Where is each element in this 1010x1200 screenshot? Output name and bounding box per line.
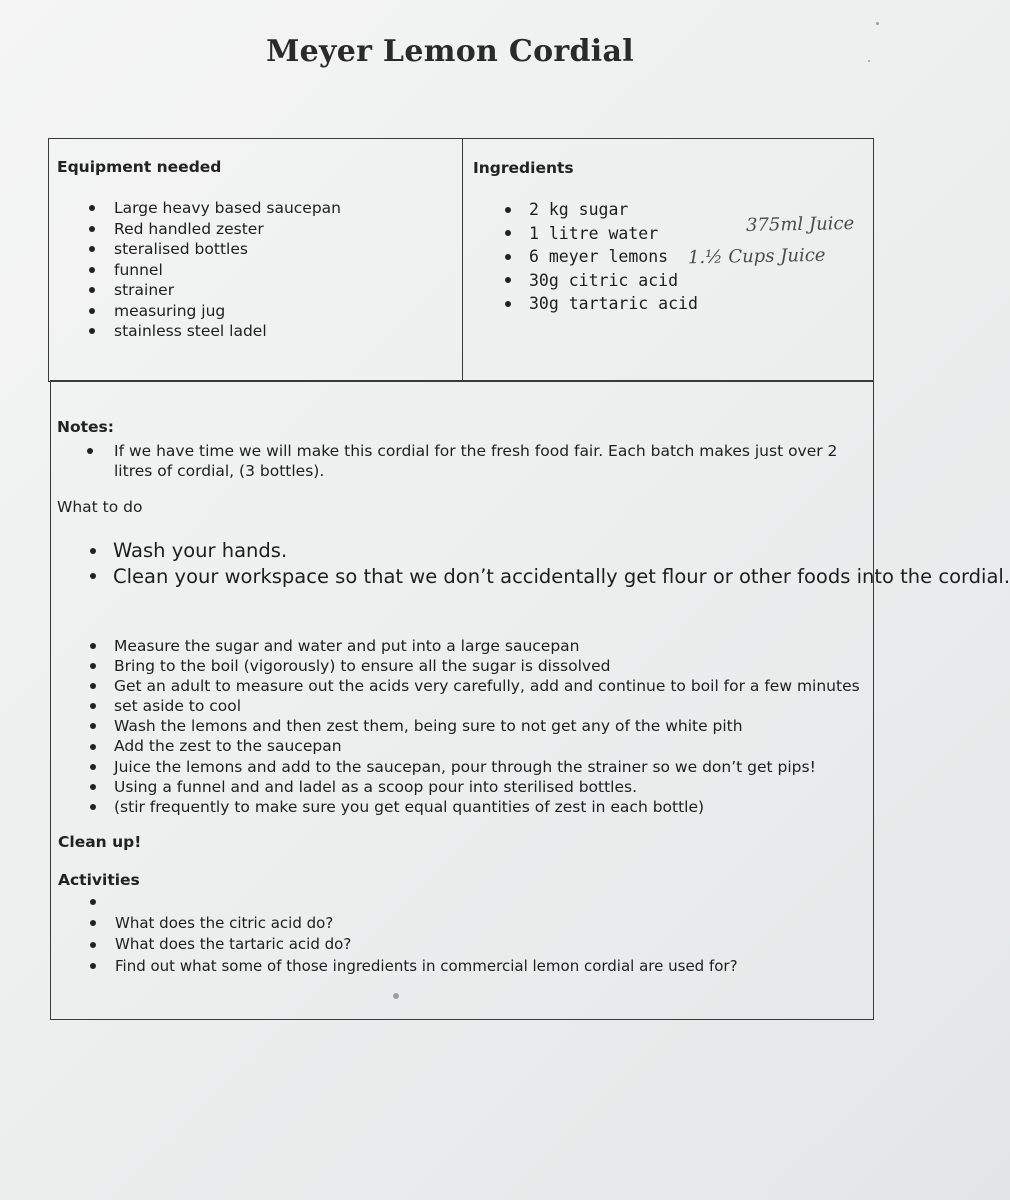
steps-list bbox=[114, 636, 860, 817]
list-item: (stir frequently to make sure you get equal quantities of zest in each bottle) bbox=[114, 797, 860, 817]
list-item: Measure the sugar and water and put into a large saucepan bbox=[114, 636, 860, 656]
handwritten-juice-ml: 375ml Juice bbox=[745, 213, 855, 236]
notes-text: If we have time we will make this cordial for the fresh food fair. Each batch makes just over 2 litres of cordial, (3 bottles). bbox=[114, 442, 838, 480]
list-item: Wash your hands. bbox=[113, 538, 873, 564]
activities-heading: Activities bbox=[58, 871, 140, 889]
list-item: funnel bbox=[114, 260, 341, 281]
list-item bbox=[115, 891, 738, 913]
list-item: Bring to the boil (vigorously) to ensure all the sugar is dissolved bbox=[114, 656, 860, 676]
list-item: measuring jug bbox=[114, 301, 341, 322]
list-item: Find out what some of those ingredients in commercial lemon cordial are used for? bbox=[115, 956, 738, 978]
list-item: Large heavy based saucepan bbox=[114, 199, 341, 217]
list-item: What does the tartaric acid do? bbox=[115, 934, 738, 956]
equipment-list bbox=[114, 198, 341, 342]
list-item: Juice the lemons and add to the saucepan, pour through the strainer so we don’t get pips! bbox=[114, 757, 860, 777]
list-item: 1 litre water bbox=[529, 222, 698, 246]
list-item: What does the citric acid do? bbox=[115, 913, 738, 935]
handwritten-juice-cups: 1.½ Cups Juice bbox=[687, 244, 826, 269]
notes-heading: Notes: bbox=[57, 418, 114, 436]
column-divider bbox=[462, 138, 463, 381]
list-item: 6 meyer lemons bbox=[529, 245, 698, 269]
list-item: 2 kg sugar bbox=[529, 198, 698, 222]
what-to-do-heading: What to do bbox=[57, 498, 143, 516]
list-item: stainless steel ladel bbox=[114, 321, 341, 342]
ingredients-list bbox=[529, 198, 698, 316]
page-title: Meyer Lemon Cordial bbox=[266, 34, 634, 69]
list-item: Using a funnel and and ladel as a scoop pour into sterilised bottles. bbox=[114, 777, 860, 797]
list-item: strainer bbox=[114, 280, 341, 301]
paper-speck bbox=[868, 60, 870, 62]
list-item: 30g citric acid bbox=[529, 269, 698, 293]
list-item: Get an adult to measure out the acids very carefully, add and continue to boil for a few minutes bbox=[114, 677, 860, 696]
paper-speck bbox=[876, 22, 879, 25]
list-item: Red handled zester bbox=[114, 219, 341, 240]
list-item: Wash the lemons and then zest them, being sure to not get any of the white pith bbox=[114, 716, 860, 736]
important-list bbox=[113, 538, 1010, 589]
paper-speck bbox=[393, 993, 399, 999]
list-item: Clean your workspace so that we don’t accidentally get flour or other foods into the cordial. bbox=[113, 564, 1010, 588]
list-item: 30g tartaric acid bbox=[529, 292, 698, 316]
clean-up-heading: Clean up! bbox=[58, 833, 142, 851]
list-item: set aside to cool bbox=[114, 696, 860, 716]
list-item: Add the zest to the saucepan bbox=[114, 736, 860, 756]
ingredients-heading: Ingredients bbox=[473, 159, 574, 177]
equipment-heading: Equipment needed bbox=[57, 158, 222, 176]
notes-bullet bbox=[87, 448, 93, 454]
list-item: steralised bottles bbox=[114, 239, 341, 260]
activities-list bbox=[115, 891, 738, 977]
